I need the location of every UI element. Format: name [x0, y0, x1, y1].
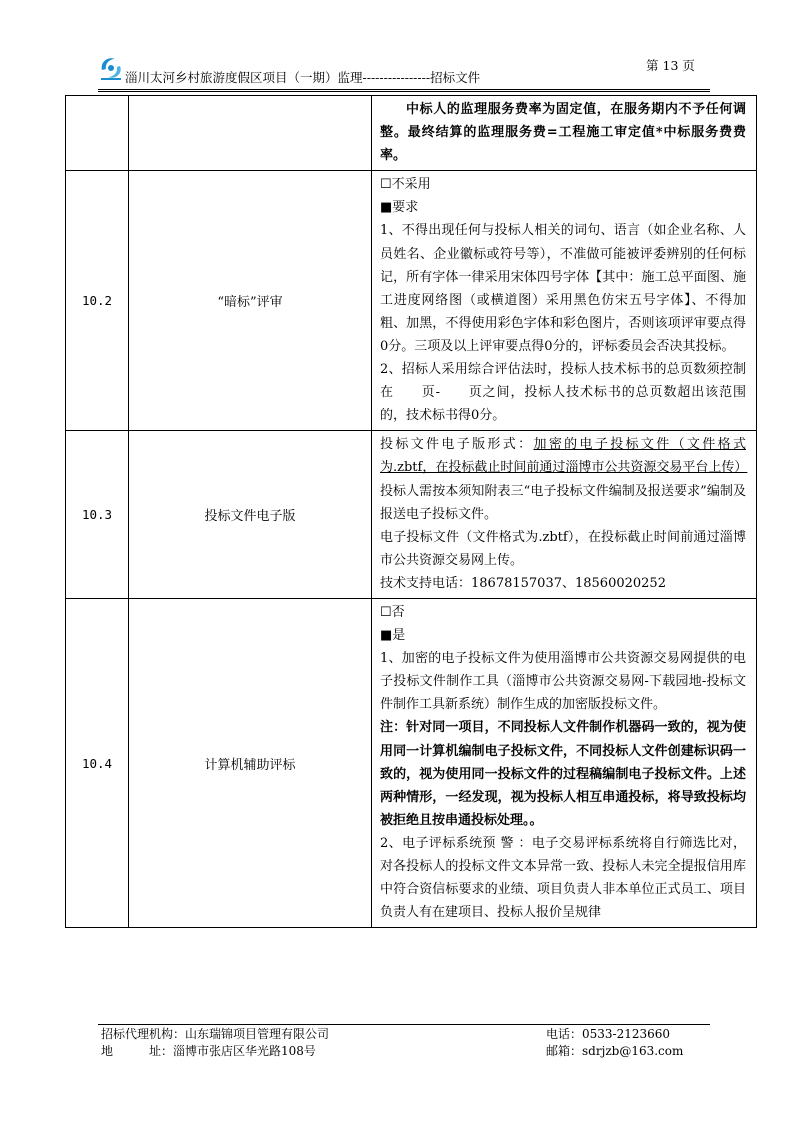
footer-divider: [98, 1024, 710, 1025]
email-line: 邮箱：sdrjzb@163.com: [546, 1044, 684, 1058]
table-row: [66, 96, 757, 171]
row-name-cell: [129, 96, 372, 171]
header-divider: [98, 89, 710, 90]
support-phone-text: 技术支持电话：18678157037、18560020252: [380, 575, 666, 591]
electronic-preparation-text: 投标人需按本须知附表三“电子投标文件编制及报送要求”编制及报送电子投标文件。: [380, 483, 746, 522]
document-title: 淄川太河乡村旅游度假区项目（一期）监理----------------招标文件: [125, 70, 481, 85]
page-number: 第 13 页: [646, 58, 695, 73]
address-line: 地 址：淄博市张店区华光路108号: [101, 1044, 316, 1058]
service-fee-text: 中标人的监理服务费率为固定值，在服务期内不予任何调整。最终结算的监理服务费=工程施工审定值*中标服务费费率。: [380, 102, 746, 164]
row-content-cell: [372, 96, 757, 171]
row-name-cell: “暗标”评审: [129, 171, 372, 431]
row-number-cell: 10.3: [66, 431, 129, 599]
agency-line: 招标代理机构：山东瑞锦项目管理有限公司: [101, 1027, 330, 1041]
row-number-cell: [66, 96, 129, 171]
electronic-format-text: 投标文件电子版形式：加密的电子投标文件（文件格式为.zbtf，在投标截止时间前通过淄博市公共资源交易平台上传）: [380, 437, 748, 476]
option-required: ■要求: [380, 200, 419, 216]
blind-review-rule-2: 2、招标人采用综合评估法时，投标人技术标书的总页数须控制在 页- 页之间，投标人技术标书的总页数超出该范围的，技术标书得0分。: [380, 362, 746, 424]
electronic-upload-text: 电子投标文件（文件格式为.zbtf），在投标截止时间前通过淄博市公共资源交易网上传。: [380, 529, 746, 568]
row-number-cell: 10.2: [66, 171, 129, 431]
option-not-adopted: ☐不采用: [380, 177, 431, 193]
table-row: [66, 431, 757, 599]
tender-terms-table: [65, 95, 757, 928]
row-content-cell: [372, 431, 757, 599]
row-number-cell: 10.4: [66, 598, 129, 927]
table-row: [66, 171, 757, 431]
row-name-cell: 计算机辅助评标: [129, 598, 372, 927]
header-divider-2: [98, 91, 710, 92]
row-content-cell: [372, 171, 757, 431]
phone-line: 电话：0533-2123660: [546, 1027, 671, 1041]
row-name-cell: 投标文件电子版: [129, 431, 372, 599]
blind-review-rule-1: 1、不得出现任何与投标人相关的词句、语言（如企业名称、人员姓名、企业徽标或符号等），不准做可能被评委辨别的任何标记，所有字体一律采用宋体四号字体【其中：施工总平面图、施工进度网络图（或横道图）采用黑色仿宋五号字体】、不得加粗、加黑，不得使用彩色字体和彩色图片，否则该项评审要点得0分。三项及以上评审要点得0分的，评标委员会否决其投标。: [380, 223, 746, 354]
computer-aided-rule-2: 2、电子评标系统预 警 ：电子交易评标系统将自行筛选比对，对各投标人的投标文件文本异常一致、投标人未完全提报信用库中符合资信标要求的业绩、项目负责人非本单位正式员工、项目负责人有在建项目、投标人报价呈规律: [380, 835, 746, 921]
collusion-note: 注：针对同一项目，不同投标人文件制作机器码一致的，视为使用同一计算机编制电子投标文件，不同投标人文件创建标识码一致的，视为使用同一投标文件的过程稿编制电子投标文件。上述两种情形，一经发现，视为投标人相互串通投标，将导致投标均被拒绝且按串通投标处理。。: [380, 720, 746, 828]
computer-aided-rule-1: 1、加密的电子投标文件为使用淄博市公共资源交易网提供的电子投标文件制作工具（淄博市公共资源交易网-下载园地-投标文件制作工具新系统）制作生成的加密版投标文件。: [380, 651, 746, 713]
option-yes: ■是: [380, 628, 406, 644]
company-logo-icon: [98, 54, 124, 82]
row-content-cell: [372, 598, 757, 927]
option-no: ☐否: [380, 604, 405, 620]
table-row: [66, 598, 757, 927]
page-header: [98, 50, 710, 90]
